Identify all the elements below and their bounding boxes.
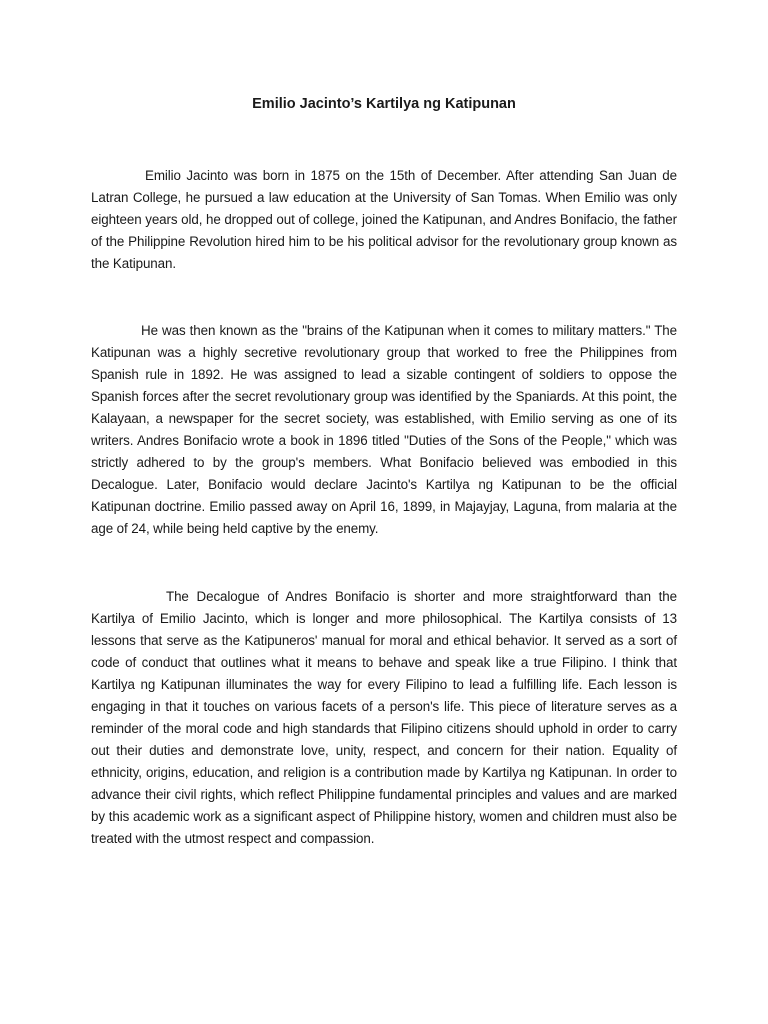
paragraph-1: Emilio Jacinto was born in 1875 on the 15th of December. After attending San Juan de Latran College, he pursued a law education at the University of San Tomas. When Emilio was only eighteen years old, he dropped out of college, joined the Katipunan, and Andres Bonifacio, the father of the Philippine Revolution hired him to be his political advisor for the revolutionary group known as the Katipunan. [91,168,677,271]
document-title: Emilio Jacinto’s Kartilya ng Katipunan [252,96,516,112]
paragraph-3: The Decalogue of Andres Bonifacio is shorter and more straightforward than the Kartilya of Emilio Jacinto, which is longer and more philosophical. The Kartilya consists of 13 lessons that serve as the Katipuneros' manual for moral and ethical behavior. It served as a sort of code of conduct that outlines what it means to behave and speak like a true Filipino. I think that Kartilya ng Katipunan illuminates the way for every Filipino to lead a fulfilling life. Each lesson is engaging in that it touches on various facets of a person's life. This piece of literature serves as a reminder of the moral code and high standards that Filipino citizens should uphold in order to carry out their duties and demonstrate love, unity, respect, and concern for their nation. Equality of ethnicity, origins, education, and religion is a contribution made by Kartilya ng Katipunan. In order to advance their civil rights, which reflect Philippine fundamental principles and values and are marked by this academic work as a significant aspect of Philippine history, women and children must also be treated with the utmost respect and compassion. [91,589,677,846]
paragraph-2: He was then known as the "brains of the Katipunan when it comes to military matters." The Katipunan was a highly secretive revolutionary group that worked to free the Philippines from Spanish rule in 1892. He was assigned to lead a sizable contingent of soldiers to oppose the Spanish forces after the secret revolutionary group was identified by the Spaniards. At this point, the Kalayaan, a newspaper for the secret society, was established, with Emilio serving as one of its writers. Andres Bonifacio wrote a book in 1896 titled "Duties of the Sons of the People," which was strictly adhered to by the group's members. What Bonifacio believed was embodied in this Decalogue. Later, Bonifacio would declare Jacinto's Kartilya ng Katipunan to be the official Katipunan doctrine. Emilio passed away on April 16, 1899, in Majayjay, Laguna, from malaria at the age of 24, while being held captive by the enemy. [91,323,677,536]
